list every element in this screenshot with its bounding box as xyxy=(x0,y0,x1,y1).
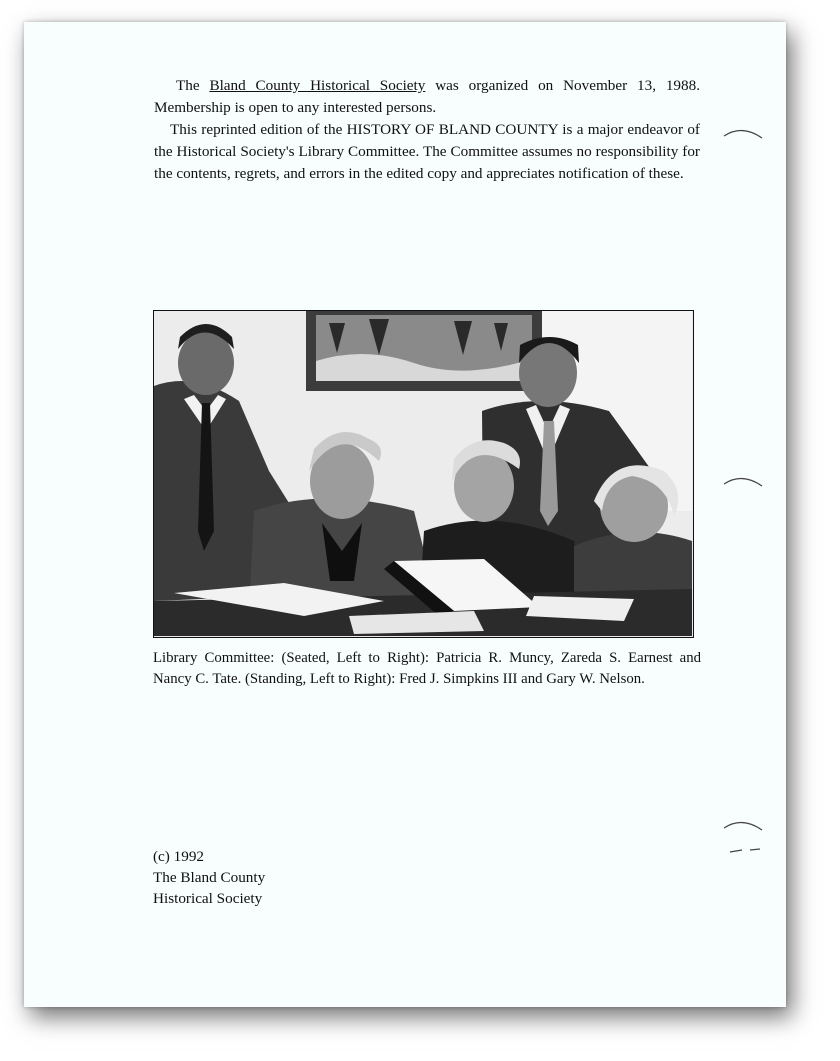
scan-mark-icon xyxy=(720,470,768,500)
scan-mark-icon xyxy=(720,814,768,858)
intro-paragraph xyxy=(154,75,700,119)
edition-paragraph: This reprinted edition of the HISTORY OF BLAND COUNTY is a major endeavor of the Historical Society's Library Committee. The Committee assumes no responsibility for the contents, regrets, and errors in the edited copy and appreciates notification of these. xyxy=(154,121,700,182)
copyright-block xyxy=(153,846,265,909)
library-committee-photo xyxy=(153,310,694,638)
scan-mark-icon xyxy=(720,122,768,152)
copyright-year: (c) 1992 xyxy=(153,848,205,865)
copyright-owner-line2: Historical Society xyxy=(153,890,263,907)
intro-suffix: was organized on November 13, 1988. Membership is open to any interested persons. xyxy=(154,77,700,116)
society-name-underlined: Bland County Historical Society xyxy=(209,77,426,94)
photo-caption: Library Committee: (Seated, Left to Right): Patricia R. Muncy, Zareda S. Earnest and Nancy C. Tate. (Standing, Left to Right): Fred J. Simpkins III and Gary W. Nelson. xyxy=(153,650,701,687)
intro-prefix: The xyxy=(176,77,210,94)
document-page xyxy=(24,22,786,1007)
copyright-owner-line1: The Bland County xyxy=(153,869,266,886)
